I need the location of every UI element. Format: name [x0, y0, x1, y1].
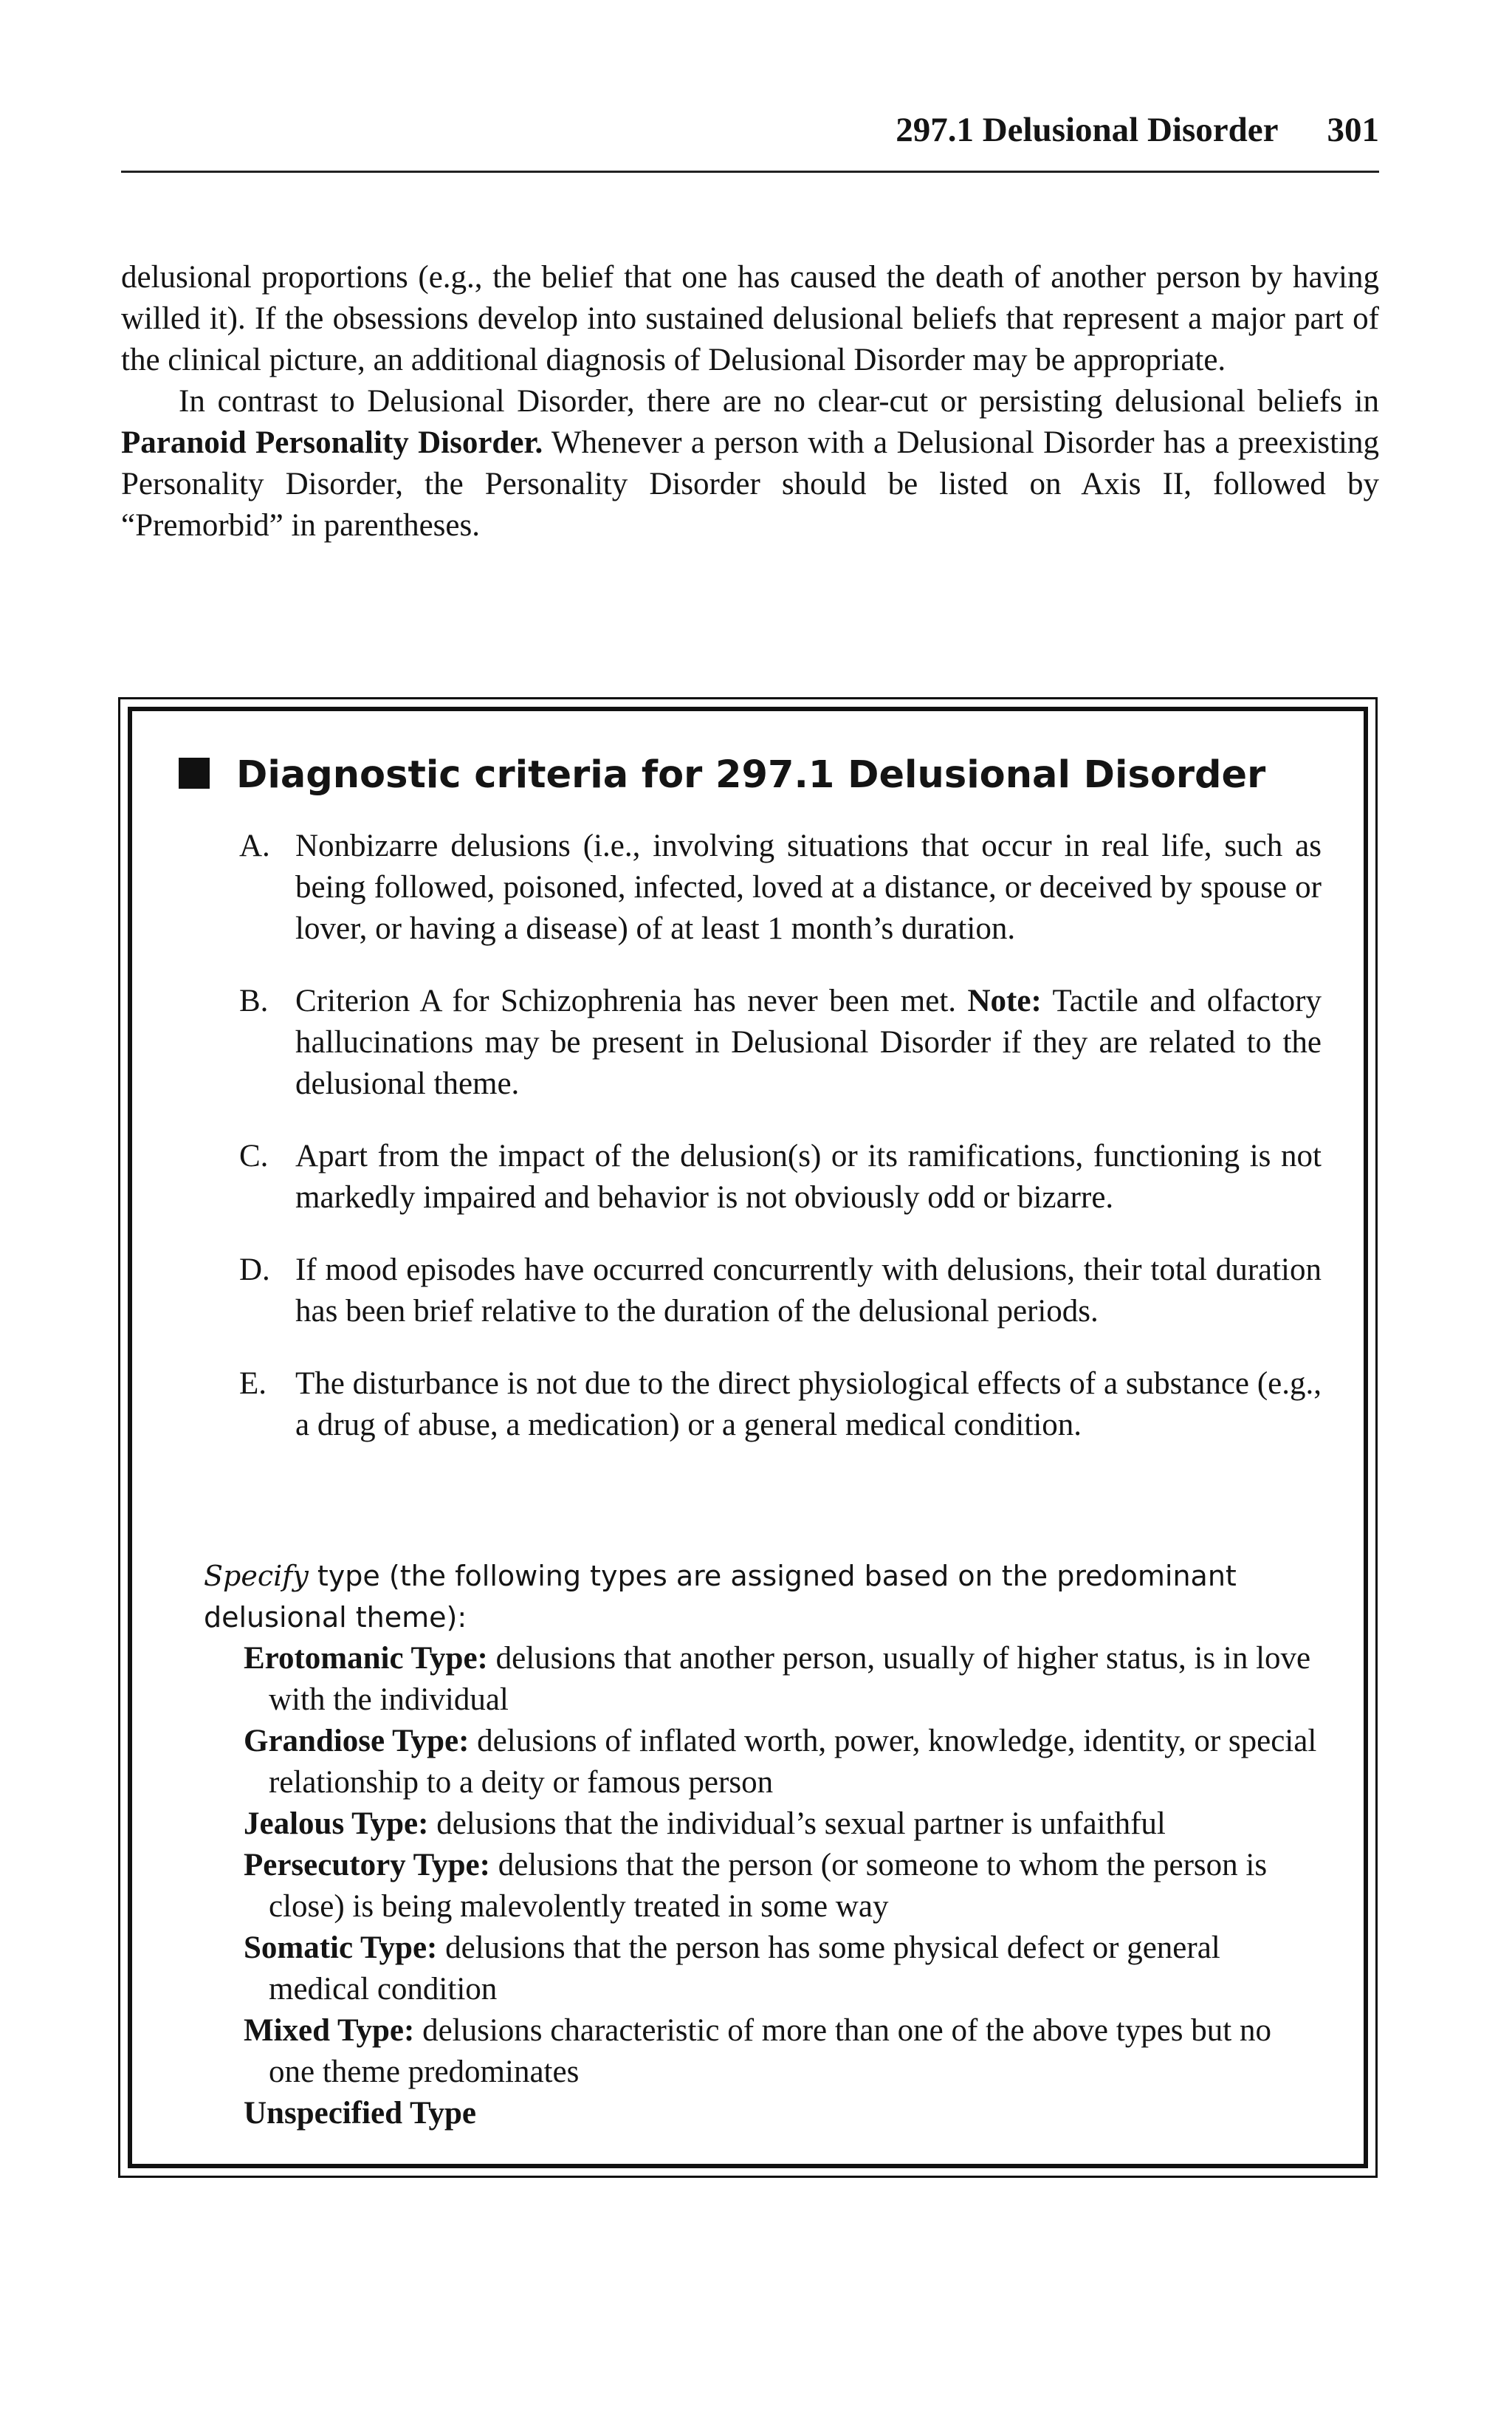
running-header	[121, 109, 1379, 151]
criterion-letter: B.	[239, 984, 269, 1018]
header-rule	[121, 171, 1379, 173]
paranoid-personality-disorder-term: Paranoid Personality Disorder.	[121, 425, 543, 460]
criteria-list	[239, 826, 1322, 1477]
criterion-b-tail: Tactile and olfactory hallucinations may be present in Delusional Disorder if they are related to the delusional theme.	[295, 984, 1322, 1101]
criteria-heading	[179, 746, 1286, 805]
square-bullet-icon	[179, 758, 210, 789]
type-description: delusions that the person has some physical defect or general medical condition	[269, 1930, 1220, 2007]
type-mixed	[244, 2010, 1322, 2093]
specify-rest: type (the following types are assigned based on the predominant delusional theme):	[204, 1560, 1237, 1634]
delusion-types-list	[244, 1638, 1322, 2134]
specify-instruction	[204, 1555, 1319, 1638]
criterion-e	[239, 1363, 1322, 1446]
type-name: Grandiose Type:	[244, 1724, 470, 1758]
type-somatic	[244, 1927, 1322, 2010]
intro-paragraph-2-lead: In contrast to Delusional Disorder, there are no clear-cut or persisting delusional beliefs in	[179, 384, 1379, 419]
criterion-letter: C.	[239, 1139, 269, 1173]
criterion-text: Nonbizarre delusions (i.e., involving situations that occur in real life, such as being followed, poisoned, infected, loved at a distance, or deceived by spouse or lover, or having a disease) of at least 1 month’s duration.	[295, 829, 1322, 946]
type-description: delusions that the person (or someone to whom the person is close) is being malevolently treated in some way	[269, 1848, 1268, 1924]
type-persecutory	[244, 1845, 1322, 1927]
page-number: 301	[1327, 111, 1379, 149]
type-name: Persecutory Type:	[244, 1848, 490, 1882]
running-header-title: 297.1 Delusional Disorder	[896, 111, 1279, 149]
type-name: Mixed Type:	[244, 2013, 415, 2048]
type-description: delusions characteristic of more than one of the above types but no one theme predominates	[269, 2013, 1271, 2089]
type-description: delusions that the individual’s sexual partner is unfaithful	[436, 1806, 1166, 1841]
type-name: Somatic Type:	[244, 1930, 438, 1965]
criterion-a	[239, 826, 1322, 950]
criteria-heading-text: Diagnostic criteria for 297.1 Delusional Disorder	[236, 753, 1266, 797]
criterion-letter: E.	[239, 1366, 267, 1401]
type-jealous	[244, 1803, 1322, 1845]
type-unspecified	[244, 2093, 1322, 2134]
specify-word: Specify	[204, 1560, 309, 1592]
criterion-text: Apart from the impact of the delusion(s) or its ramifications, functioning is not markedly impaired and behavior is not obviously odd or bizarre.	[295, 1139, 1322, 1215]
intro-paragraph-1: delusional proportions (e.g., the belief that one has caused the death of another person by having willed it). If the obsessions develop into sustained delusional beliefs that represent a major part of the clinical picture, an additional diagnosis of Delusional Disorder may be appropriate.	[121, 260, 1379, 377]
type-name: Erotomanic Type:	[244, 1641, 488, 1676]
criterion-letter: A.	[239, 829, 270, 863]
type-name: Unspecified Type	[244, 2096, 476, 2131]
criterion-b-lead: Criterion A for Schizophrenia has never been met.	[295, 984, 968, 1018]
type-grandiose	[244, 1721, 1322, 1803]
criterion-b	[239, 981, 1322, 1105]
criterion-text	[295, 981, 1322, 1105]
note-label: Note:	[967, 984, 1042, 1018]
criterion-d	[239, 1250, 1322, 1332]
intro-paragraph-2	[121, 381, 1379, 546]
type-erotomanic	[244, 1638, 1322, 1721]
intro-paragraph-2-tail: Whenever a person with a Delusional Disorder has a preexisting Personality Disorder, the Personality Disorder should be listed on Axis II, followed by “Premorbid” in parentheses.	[121, 425, 1379, 543]
intro-text	[121, 257, 1379, 546]
type-description: delusions of inflated worth, power, knowledge, identity, or special relationship to a deity or famous person	[269, 1724, 1317, 1800]
criterion-letter: D.	[239, 1253, 270, 1287]
criterion-c	[239, 1136, 1322, 1219]
type-description: delusions that another person, usually of higher status, is in love with the individual	[269, 1641, 1311, 1717]
criterion-text: The disturbance is not due to the direct physiological effects of a substance (e.g., a drug of abuse, a medication) or a general medical condition.	[295, 1366, 1322, 1442]
criterion-text: If mood episodes have occurred concurrently with delusions, their total duration has been brief relative to the duration of the delusional periods.	[295, 1253, 1322, 1329]
type-name: Jealous Type:	[244, 1806, 429, 1841]
